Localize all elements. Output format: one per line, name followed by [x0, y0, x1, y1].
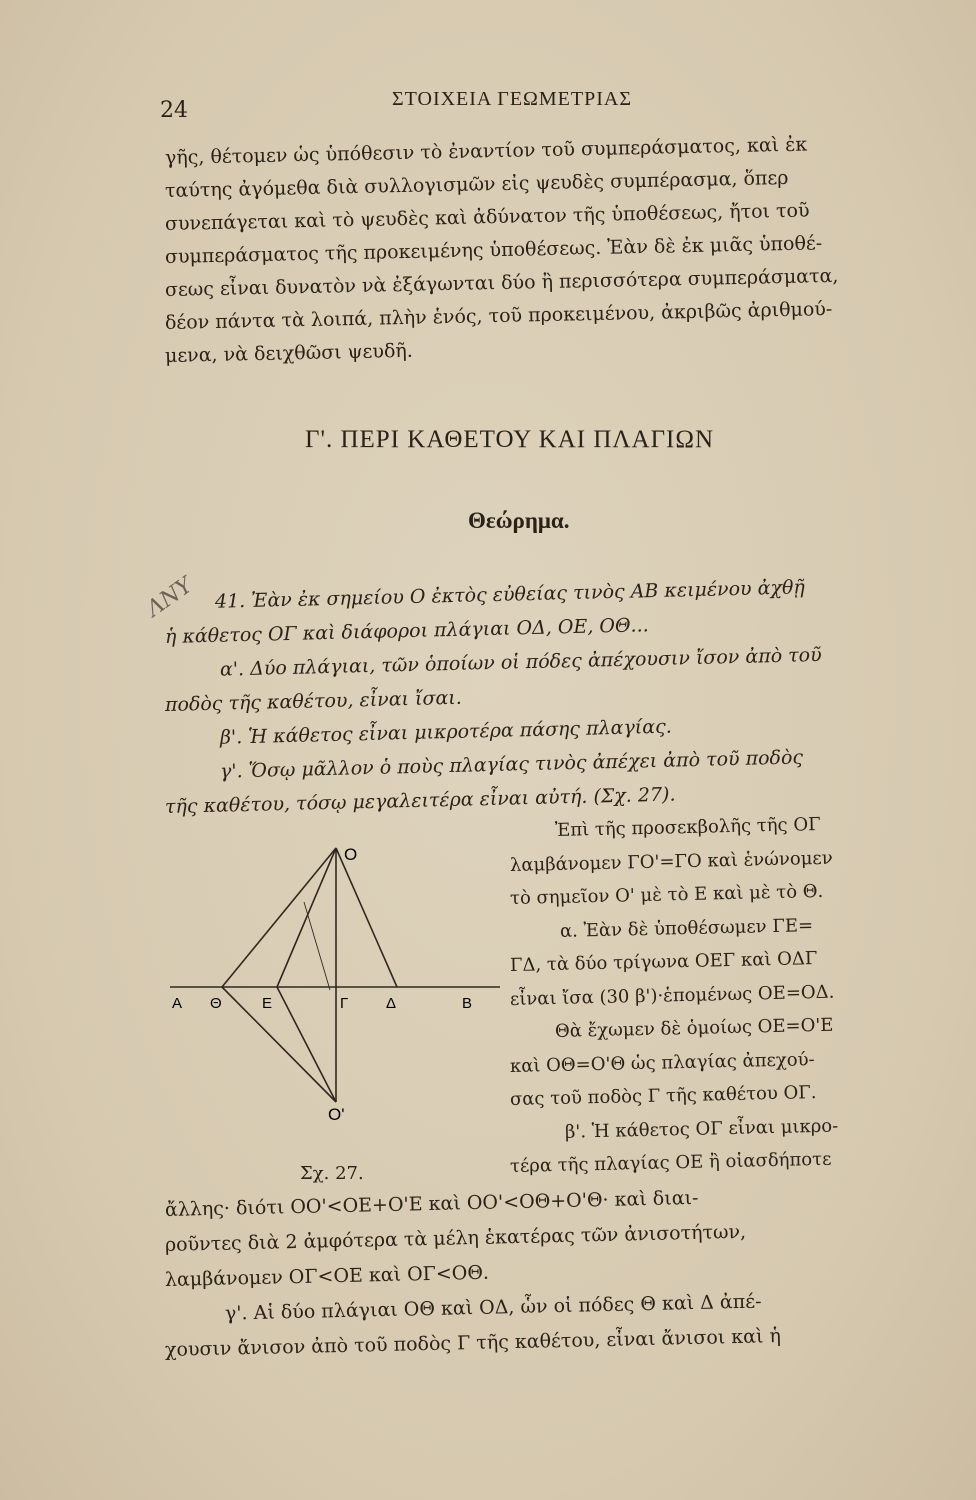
- oblique-OE: [277, 848, 336, 987]
- oblique-OTheta: [222, 848, 336, 987]
- oblique-ODelta: [336, 848, 397, 987]
- text-line: εἶναι ἴσα (30 β')·ἑπομένως ΟΕ=ΟΔ.: [509, 981, 835, 1010]
- proof-column: [510, 815, 910, 1184]
- text-line: ΓΔ, τὰ δύο τρίγωνα ΟΕΓ καὶ ΟΔΓ: [509, 948, 818, 976]
- label-A: A: [172, 995, 183, 1012]
- label-Theta: Θ: [210, 995, 222, 1012]
- text-line: γ'. Αἱ δύο πλάγιαι ΟΘ καὶ ΟΔ, ὧν οἱ πόδες Θ καὶ Δ ἀπέ-: [224, 1290, 762, 1325]
- text-line: τέρα τῆς πλαγίας ΟΕ ἢ οἱασδήποτε: [509, 1148, 832, 1177]
- continuation-paragraph: [164, 1186, 915, 1368]
- label-Delta: Δ: [386, 995, 397, 1012]
- figure-diagram: [170, 840, 500, 1130]
- text-line: συνεπάγεται καὶ τὸ ψευδὲς καὶ ἀδύνατον τῆς ὑποθέσεως, ἤτοι τοῦ: [164, 199, 810, 235]
- hand-mark: [304, 902, 330, 990]
- label-O-prime: O': [328, 1105, 345, 1124]
- text-line: 41. Ἐὰν ἐκ σημείου Ο ἐκτὸς εὐθείας τινὸς ΑΒ κειμένου ἀχθῇ: [214, 576, 806, 613]
- label-Gamma: Γ: [340, 995, 349, 1012]
- text-line: β'. Ἡ κάθετος ΟΓ εἶναι μικρο-: [564, 1115, 839, 1143]
- text-line: χουσιν ἄνισον ἀπὸ τοῦ ποδὸς Γ τῆς καθέτου, εἶναι ἄνισοι καὶ ἡ: [164, 1325, 782, 1361]
- text-line: ποδὸς τῆς καθέτου, εἶναι ἴσαι.: [164, 686, 463, 716]
- segment-EO-prime: [277, 987, 336, 1102]
- text-line: ροῦντες διὰ 2 ἀμφότερα τὰ μέλη ἑκατέρας τῶν ἀνισοτήτων,: [164, 1220, 747, 1256]
- text-line: δέον πάντα τὰ λοιπά, πλὴν ἑνός, τοῦ προκειμένου, ἀκριβῶς ἀριθμού-: [164, 298, 833, 334]
- segment-ThetaO-prime: [222, 987, 336, 1102]
- running-title: ΣΤΟΙΧΕΙΑ ΓΕΩΜΕΤΡΙΑΣ: [392, 88, 632, 110]
- text-line: ταύτης ἀγόμεθα διὰ συλλογισμῶν εἰς ψευδὲς συμπέρασμα, ὅπερ: [164, 166, 789, 202]
- text-line: τὸ σημεῖον Ο' μὲ τὸ Ε καὶ μὲ τὸ Θ.: [509, 880, 824, 909]
- text-line: Ἐπὶ τῆς προσεκβολῆς τῆς ΟΓ: [554, 813, 821, 841]
- text-line: τῆς καθέτου, τόσῳ μεγαλειτέρα εἶναι αὐτή. (Σχ. 27).: [164, 783, 676, 818]
- text-line: γῆς, θέτομεν ὡς ὑπόθεσιν τὸ ἐναντίον τοῦ συμπεράσματος, καὶ ἐκ: [164, 133, 808, 169]
- text-line: λαμβάνομεν ΓΟ'=ΓΟ καὶ ἑνώνομεν: [509, 847, 833, 876]
- text-line: σας τοῦ ποδὸς Γ τῆς καθέτου ΟΓ.: [509, 1082, 817, 1110]
- text-line: γ'. Ὅσῳ μᾶλλον ὁ ποὺς πλαγίας τινὸς ἀπέχει ἀπὸ τοῦ ποδὸς: [219, 746, 804, 783]
- text-line: α'. Δύο πλάγιαι, τῶν ὁποίων οἱ πόδες ἀπέχουσιν ἴσον ἀπὸ τοῦ: [219, 643, 822, 681]
- intro-paragraph: [164, 133, 915, 373]
- figure-caption: Σχ. 27.: [300, 1163, 364, 1184]
- text-line: Θὰ ἔχωμεν δὲ ὁμοίως ΟΕ=Ο'Ε: [554, 1014, 834, 1042]
- label-O: O: [344, 845, 358, 864]
- text-line: β'. Ἡ κάθετος εἶναι μικροτέρα πάσης πλαγίας.: [219, 715, 673, 749]
- label-B: B: [462, 995, 473, 1012]
- page-number: 24: [160, 98, 188, 123]
- text-line: α. Ἐὰν δὲ ὑποθέσωμεν ΓΕ=: [559, 914, 814, 942]
- margin-annotation: ΛΝΥ: [142, 573, 198, 622]
- text-line: ἄλλης· διότι ΟΟ'<ΟΕ+Ο'Ε καὶ ΟΟ'<ΟΘ+Ο'Θ· καὶ διαι-: [164, 1186, 699, 1221]
- theorem-title: Θεώρημα.: [468, 508, 570, 533]
- section-title: Γ'. ΠΕΡΙ ΚΑΘΕΤΟΥ ΚΑΙ ΠΛΑΓΙΩΝ: [305, 426, 715, 453]
- text-line: συμπεράσματος τῆς προκειμένης ὑποθέσεως. Ἐὰν δὲ ἐκ μιᾶς ὑποθέ-: [164, 232, 823, 268]
- text-line: μενα, νὰ δειχθῶσι ψευδῆ.: [164, 339, 414, 367]
- text-line: λαμβάνομεν ΟΓ<ΟΕ καὶ ΟΓ<ΟΘ.: [164, 1261, 490, 1291]
- text-line: σεως εἶναι δυνατὸν νὰ ἐξάγωνται δύο ἢ περισσότερα συμπεράσματα,: [164, 264, 839, 301]
- text-line: καὶ ΟΘ=Ο'Θ ὡς πλαγίας ἀπεχού-: [509, 1048, 815, 1077]
- text-line: ἡ κάθετος ΟΓ καὶ διάφοροι πλάγιαι ΟΔ, ΟΕ, ΟΘ...: [164, 614, 649, 648]
- label-E: E: [262, 995, 273, 1012]
- geometry-figure: [170, 840, 500, 1130]
